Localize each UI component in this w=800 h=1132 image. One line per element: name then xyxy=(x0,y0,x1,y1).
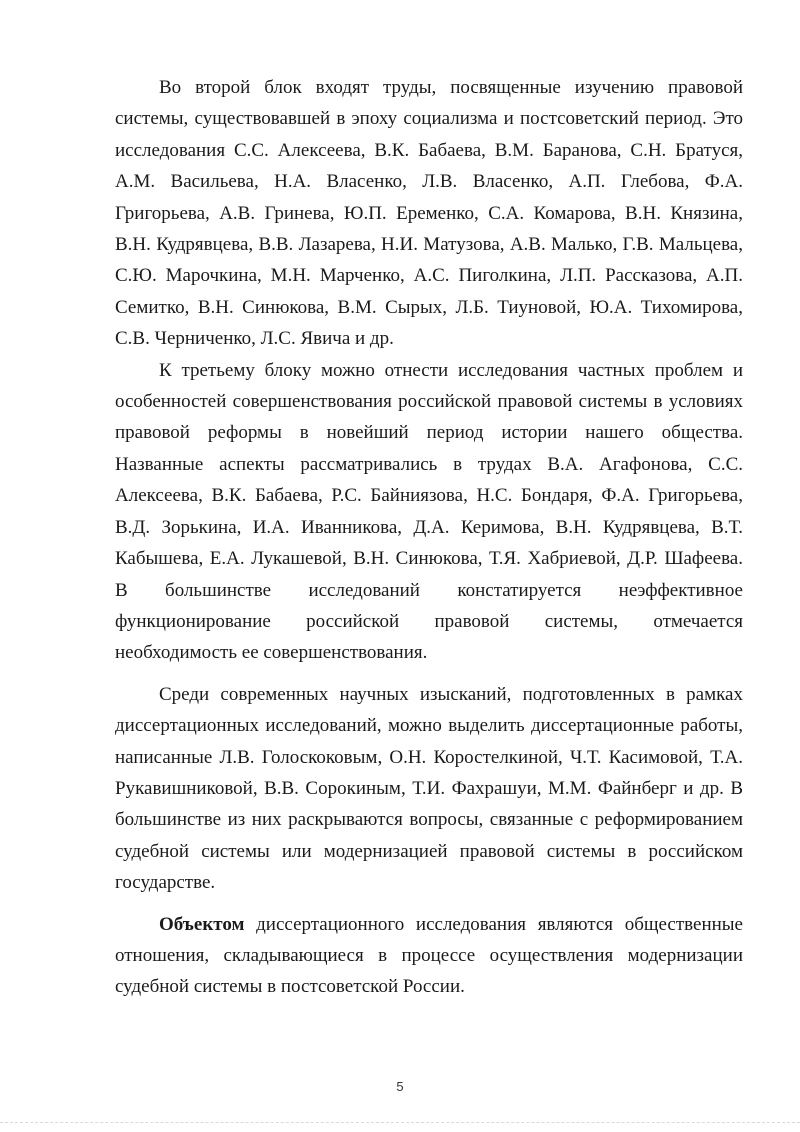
paragraph-text: Во второй блок входят труды, посвященные изучению правовой системы, существовавшей в эпоху социализма и постсоветский период. Это исследования С.С. Алексеева, В.К. Бабаева, В.М. Баранова, С.Н. Братуся, А.М. Васильева, Н.А. Власенко, Л.В. Власенко, А.П. Глебова, Ф.А. Григорьева, А.В. Гринева, Ю.П. Еременко, С.А. Комарова, В.Н. Князина, В.Н. Кудрявцева, В.В. Лазарева, Н.И. Матузова, А.В. Малько, Г.В. Мальцева, С.Ю. Марочкина, М.Н. Марченко, А.С. Пиголкина, Л.П. Рассказова, А.П. Семитко, В.Н. Синюкова, В.М. Сырых, Л.Б. Тиуновой, Ю.А. Тихомирова, С.В. Черниченко, Л.С. Явича и др. xyxy=(115,77,743,350)
body-text xyxy=(115,72,743,1003)
paragraph-object xyxy=(115,909,743,1003)
paragraph-text: диссертационного исследования являются общественные отношения, складывающиеся в процессе осуществления модернизации судебной системы в постсоветской России. xyxy=(115,913,743,998)
paragraph-text: Среди современных научных изысканий, подготовленных в рамках диссертационных исследований, можно выделить диссертационные работы, написанные Л.В. Голоскоковым, О.Н. Коростелкиной, Ч.Т. Касимовой, Т.А. Рукавишниковой, В.В. Сорокиным, Т.И. Фахрашуи, М.М. Файнберг и др. В большинстве из них раскрываются вопросы, связанные с реформированием судебной системы или модернизацией правовой системы в российском государстве. xyxy=(115,683,743,894)
bold-lead-term: Объектом xyxy=(159,913,245,935)
paragraph-third-block xyxy=(115,355,743,669)
page-number: 5 xyxy=(396,1079,404,1094)
paragraph-dissertations xyxy=(115,679,743,899)
bottom-divider xyxy=(0,1122,800,1123)
paragraph-text: К третьему блоку можно отнести исследования частных проблем и особенностей совершенствования российской правовой системы в условиях правовой реформы в новейший период истории нашего общества. Названные аспекты рассматривались в трудах В.А. Агафонова, С.С. Алексеева, В.К. Бабаева, Р.С. Байниязова, Н.С. Бондаря, Ф.А. Григорьева, В.Д. Зорькина, И.А. Иванникова, Д.А. Керимова, В.Н. Кудрявцева, В.Т. Кабышева, Е.А. Лукашевой, В.Н. Синюкова, Т.Я. Хабриевой, Д.Р. Шафеева. В большинстве исследований констатируется неэффективное функционирование российской правовой системы, отмечается необходимость ее совершенствования. xyxy=(115,359,743,664)
paragraph-second-block xyxy=(115,72,743,355)
